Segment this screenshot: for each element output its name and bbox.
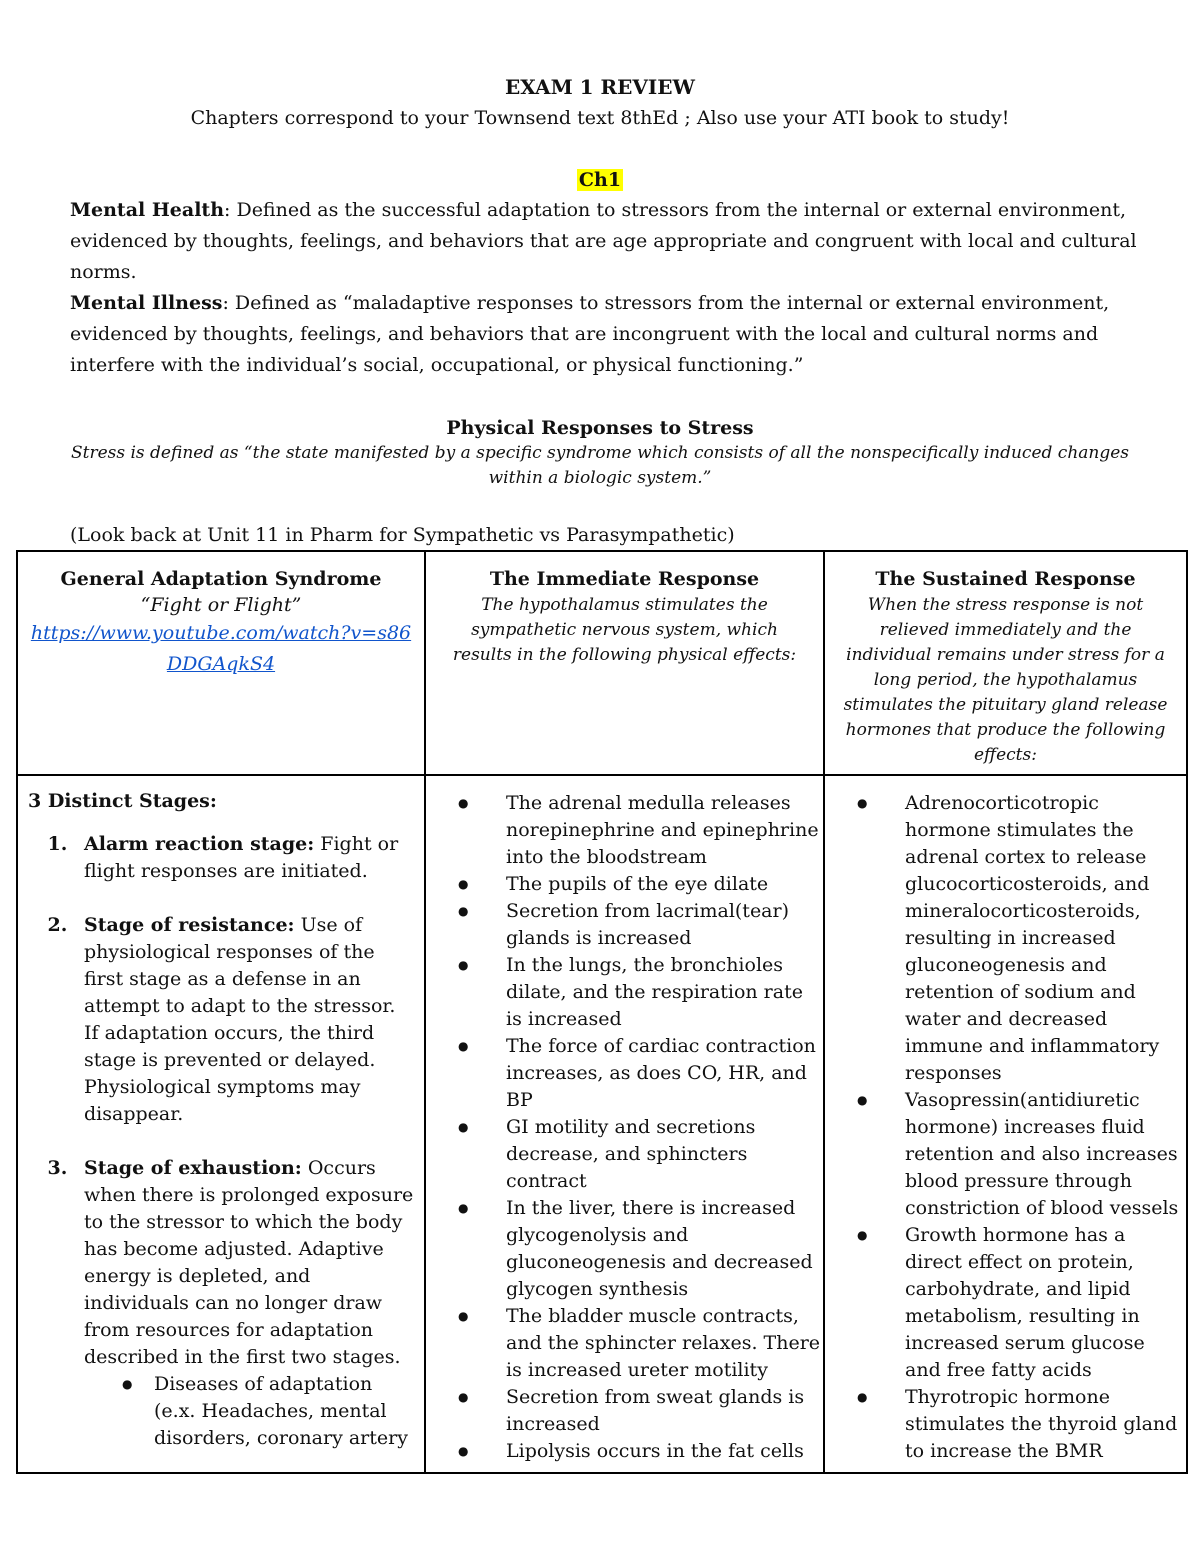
sustained-heading: The Sustained Response <box>875 568 1136 590</box>
list-item: ● In the liver, there is increased glycogenolysis and gluconeogenesis and decreased glycogen synthesis <box>506 1195 823 1303</box>
stage-text: Occurs when there is prolonged exposure to the stressor to which the body has become adjusted. Adaptive energy is depleted, and individuals can no longer draw from resources for adaptation described in the first two stages. <box>84 1157 414 1368</box>
list-item <box>74 831 414 885</box>
stage-text: Fight or flight responses are initiated. <box>84 833 399 882</box>
mental-health-definition <box>70 195 1140 288</box>
table-header-row <box>17 551 1187 775</box>
mental-illness-term: Mental Illness <box>70 292 223 314</box>
list-item <box>74 912 414 1128</box>
list-item: ● GI motility and secretions decrease, and sphincters contract <box>506 1114 823 1195</box>
stages-label: 3 Distinct Stages: <box>28 790 217 812</box>
section-heading: Physical Responses to Stress <box>446 417 754 439</box>
mental-health-term: Mental Health <box>70 199 225 221</box>
sustained-effects-list <box>825 790 1186 1465</box>
list-item: ● Growth hormone has a direct effect on protein, carbohydrate, and lipid metabolism, resulting in increased serum glucose and free fatty acids <box>905 1222 1186 1384</box>
immediate-body-cell <box>425 775 824 1473</box>
table-body-row <box>17 775 1187 1473</box>
sustained-description: When the stress response is not relieved immediately and the individual remains under stress for a long period, the hypothalamus stimulates the pituitary gland release hormones that produce the following effects: <box>843 595 1168 765</box>
page-subtitle: Chapters correspond to your Townsend text 8thEd ; Also use your ATI book to study! <box>190 107 1010 129</box>
list-item: ● In the lungs, the bronchioles dilate, and the respiration rate is increased <box>506 952 823 1033</box>
mental-health-text: : Defined as the successful adaptation to stressors from the internal or external environment, evidenced by thoughts, feelings, and behaviors that are age appropriate and congruent with local and cultural norms. <box>70 199 1137 283</box>
youtube-link[interactable]: https://www.youtube.com/watch?v=s86DDGAqkS4 <box>30 622 412 675</box>
list-item: ● Vasopressin(antidiuretic hormone) increases fluid retention and also increases blood pressure through constriction of blood vessels <box>905 1087 1186 1222</box>
list-item: ● Lipolysis occurs in the fat cells <box>506 1438 823 1465</box>
stress-response-table <box>16 550 1188 1474</box>
definitions-section <box>70 195 1140 381</box>
stage-name: Stage of exhaustion: <box>84 1157 302 1179</box>
mental-illness-definition <box>70 288 1140 381</box>
list-item <box>74 1155 414 1452</box>
sustained-header-cell <box>824 551 1187 775</box>
immediate-effects-list <box>426 790 823 1465</box>
immediate-heading: The Immediate Response <box>489 568 760 590</box>
list-item: ● Secretion from sweat glands is increased <box>506 1384 823 1438</box>
list-item: ● The bladder muscle contracts, and the sphincter relaxes. There is increased ureter motility <box>506 1303 823 1384</box>
list-item: ● Adrenocorticotropic hormone stimulates the adrenal cortex to release glucocorticosteroids, and mineralocorticosteroids, resulting in increased gluconeogenesis and retention of sodium and water and decreased immune and inflammatory responses <box>905 790 1186 1087</box>
list-item: ● Diseases of adaptation (e.x. Headaches, mental disorders, coronary artery <box>154 1371 414 1452</box>
gas-header-cell <box>17 551 425 775</box>
stage-text: Use of physiological responses of the first stage as a defense in an attempt to adapt to the stressor. If adaptation occurs, the third stage is prevented or delayed. Physiological symptoms may disappear. <box>84 914 396 1125</box>
sub-list <box>84 1371 414 1452</box>
lookback-note: (Look back at Unit 11 in Pharm for Sympathetic vs Parasympathetic) <box>70 524 735 546</box>
stages-list <box>28 831 414 1452</box>
chapter-heading <box>0 165 1200 196</box>
list-item: ● Thyrotropic hormone stimulates the thyroid gland to increase the BMR <box>905 1384 1186 1465</box>
stage-name: Alarm reaction stage: <box>84 833 315 855</box>
page-title: EXAM 1 REVIEW <box>505 75 695 99</box>
sustained-body-cell <box>824 775 1187 1473</box>
chapter-label: Ch1 <box>578 169 622 191</box>
gas-body-cell <box>17 775 425 1473</box>
list-item: ● The pupils of the eye dilate <box>506 871 823 898</box>
stage-name: Stage of resistance: <box>84 914 295 936</box>
gas-heading: General Adaptation Syndrome <box>60 568 382 590</box>
stress-definition: Stress is defined as “the state manifested by a specific syndrome which consists of all the nonspecifically induced changes within a biologic system.” <box>70 443 1130 488</box>
mental-illness-text: : Defined as “maladaptive responses to stressors from the internal or external environment, evidenced by thoughts, feelings, and behaviors that are incongruent with the local and cultural norms and interfere with the individual’s social, occupational, or physical functioning.” <box>70 292 1110 376</box>
list-item: ● The force of cardiac contraction increases, as does CO, HR, and BP <box>506 1033 823 1114</box>
immediate-header-cell <box>425 551 824 775</box>
list-item: ● The adrenal medulla releases norepinephrine and epinephrine into the bloodstream <box>506 790 823 871</box>
list-item: ● Secretion from lacrimal(tear) glands is increased <box>506 898 823 952</box>
gas-subheading: “Fight or Flight” <box>140 594 302 616</box>
immediate-description: The hypothalamus stimulates the sympathetic nervous system, which results in the following physical effects: <box>452 595 797 665</box>
